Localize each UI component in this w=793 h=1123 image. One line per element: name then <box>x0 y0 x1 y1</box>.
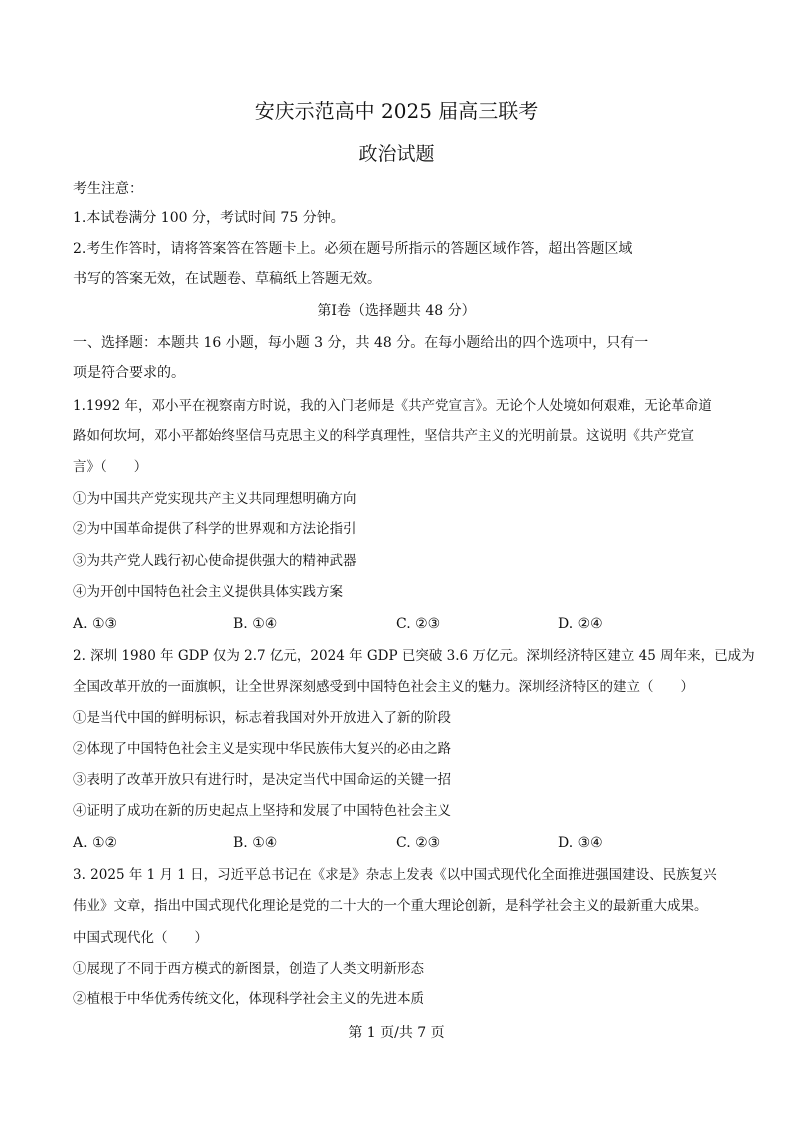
question-1-statement: ④为开创中国特色社会主义提供具体实践方案 <box>73 584 343 600</box>
exam-title: 安庆示范高中 2025 届高三联考 <box>254 99 539 123</box>
section-instruction: 项是符合要求的。 <box>73 365 185 381</box>
question-2-option-a: A. ①② <box>73 835 118 851</box>
question-2-statement: ③表明了改革开放只有进行时，是决定当代中国命运的关键一招 <box>73 772 451 788</box>
question-2-statement: ①是当代中国的鲜明标识，标志着我国对外开放进入了新的阶段 <box>73 710 451 726</box>
question-1-statement: ①为中国共产党实现共产主义共同理想明确方向 <box>73 491 357 507</box>
page-number: 第 1 页/共 7 页 <box>348 1025 445 1041</box>
question-1-option-a: A. ①③ <box>73 616 118 632</box>
question-3-statement: ②植根于中华优秀传统文化，体现科学社会主义的先进本质 <box>73 991 424 1007</box>
notice-item: 2.考生作答时，请将答案答在答题卡上。必须在题号所指示的答题区域作答，超出答题区域 <box>73 241 633 257</box>
question-1-stem: 言》（ ） <box>73 459 148 475</box>
section-instruction: 一、选择题：本题共 16 小题，每小题 3 分，共 48 分。在每小题给出的四个选项中，只有一 <box>73 335 649 351</box>
question-1-option-b: B. ①④ <box>233 616 278 632</box>
section-heading: 第Ⅰ卷（选择题共 48 分） <box>317 303 476 319</box>
question-1-stem: 路如何坎坷，邓小平都始终坚信马克思主义的科学真理性，坚信共产主义的光明前景。这说明《共产党宣 <box>73 428 694 444</box>
notice-item: 1.本试卷满分 100 分，考试时间 75 分钟。 <box>73 210 345 226</box>
question-1-statement: ②为中国革命提供了科学的世界观和方法论指引 <box>73 521 357 537</box>
question-2-option-c: C. ②③ <box>396 835 441 851</box>
question-1-statement: ③为共产党人践行初心使命提供强大的精神武器 <box>73 553 357 569</box>
question-3-stem: 3. 2025 年 1 月 1 日，习近平总书记在《求是》杂志上发表《以中国式现代化全面推进强国建设、民族复兴 <box>73 867 717 883</box>
question-3-statement: ①展现了不同于西方模式的新图景，创造了人类文明新形态 <box>73 961 424 977</box>
question-3-stem: 中国式现代化（ ） <box>73 930 208 946</box>
question-2-stem: 2. 深圳 1980 年 GDP 仅为 2.7 亿元，2024 年 GDP 已突破 3.6 万亿元。深圳经济特区建立 45 周年来，已成为 <box>73 648 755 664</box>
question-2-option-d: D. ③④ <box>558 835 603 851</box>
question-1-option-d: D. ②④ <box>558 616 603 632</box>
notice-item: 书写的答案无效，在试题卷、草稿纸上答题无效。 <box>73 271 381 287</box>
question-2-statement: ②体现了中国特色社会主义是实现中华民族伟大复兴的必由之路 <box>73 741 451 757</box>
notice-label: 考生注意： <box>73 181 143 197</box>
question-2-option-b: B. ①④ <box>233 835 278 851</box>
question-2-stem: 全国改革开放的一面旗帜，让全世界深刻感受到中国特色社会主义的魅力。深圳经济特区的建立（ ） <box>73 679 694 695</box>
question-2-statement: ④证明了成功在新的历史起点上坚持和发展了中国特色社会主义 <box>73 803 451 819</box>
question-1-stem: 1.1992 年，邓小平在视察南方时说，我的入门老师是《共产党宣言》。无论个人处境如何艰难，无论革命道 <box>73 398 712 414</box>
question-3-stem: 伟业》文章，指出中国式现代化理论是党的二十大的一个重大理论创新，是科学社会主义的最新重大成果。 <box>73 898 708 914</box>
question-1-option-c: C. ②③ <box>396 616 441 632</box>
exam-subject: 政治试题 <box>358 143 435 165</box>
